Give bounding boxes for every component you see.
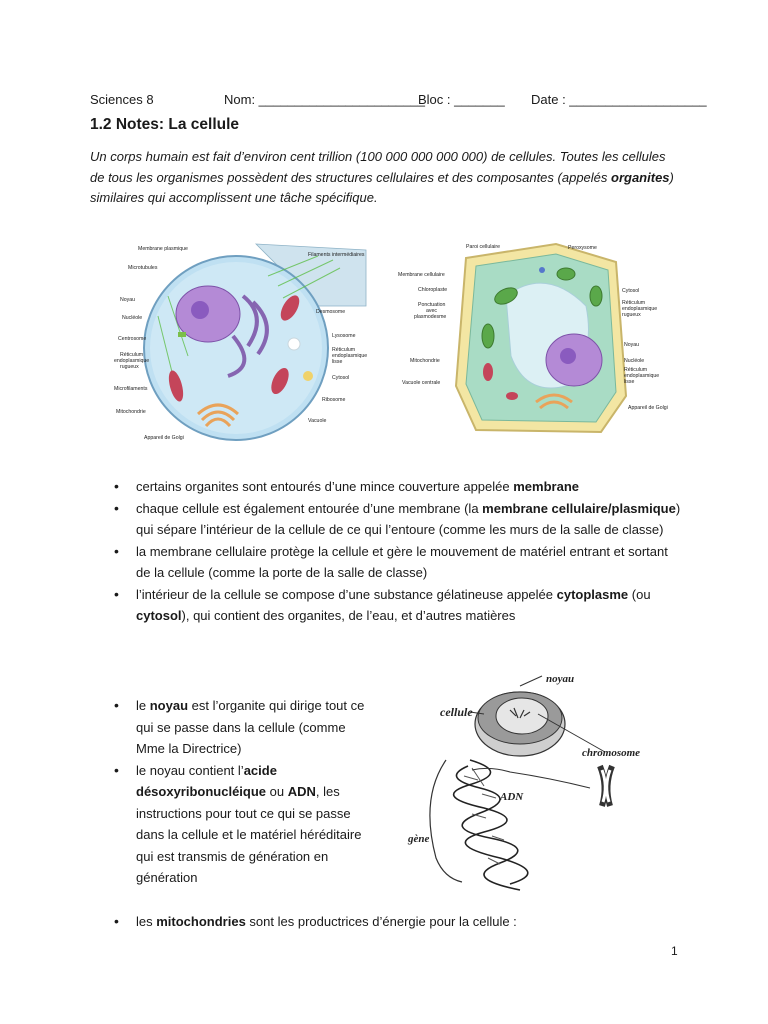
label-mitochondrie-plant: Mitochondrie <box>410 358 440 364</box>
nucleus-notes-list <box>114 695 374 889</box>
label-filaments: Filaments intermédiaires <box>308 252 365 258</box>
label-vacuole: Vacuole <box>308 418 327 424</box>
label-noyau-dna: noyau <box>546 673 575 685</box>
label-rer-2: endoplasmique <box>114 358 150 364</box>
label-cellule: cellule <box>440 705 473 719</box>
course-label: Sciences 8 <box>90 92 154 107</box>
label-nucleole-plant: Nucléole <box>624 358 645 364</box>
list-item: • l’intérieur de la cellule se compose d’une substance gélatineuse appelée cytoplasme (ou cytosol), qui contient des organites, de l’eau, et d’autres matières <box>114 584 684 627</box>
label-rel-2: endoplasmique <box>332 353 368 359</box>
label-noyau-plant: Noyau <box>624 342 639 348</box>
list-item: • la membrane cellulaire protège la cellule et gère le mouvement de matériel entrant et sortant de la cellule (comme la porte de la salle de classe) <box>114 541 684 584</box>
label-rel-plant-1: Réticulum <box>624 367 648 373</box>
label-rer-plant-3: rugueux <box>622 312 641 318</box>
list-item: • les mitochondries sont les productrices d’énergie pour la cellule : <box>114 911 674 933</box>
animal-cell-diagram <box>108 236 370 448</box>
label-rer-plant-1: Réticulum <box>622 300 646 306</box>
label-rel-1: Réticulum <box>332 347 356 353</box>
label-membrane-plasmique: Membrane plasmique <box>138 246 188 252</box>
intro-paragraph <box>90 147 682 209</box>
label-desmosome: Desmosome <box>316 309 346 315</box>
label-rel-plant-3: lisse <box>624 379 635 385</box>
label-rer-1: Réticulum <box>120 352 144 358</box>
list-item: • certains organites sont entourés d’une mince couverture appelée membrane <box>114 476 684 498</box>
label-centrosome: Centrosome <box>118 336 147 342</box>
label-microfilaments: Microfilaments <box>114 386 148 392</box>
label-ponctuation-2: avec <box>426 308 437 314</box>
intro-bold-term: organites <box>611 169 670 185</box>
label-mitochondrie: Mitochondrie <box>116 409 146 415</box>
label-paroi: Paroi cellulaire <box>466 244 501 250</box>
label-rel-plant-2: endoplasmique <box>624 373 660 379</box>
label-lysosome: Lysosome <box>332 333 356 339</box>
date-field: Date : ___________________ <box>531 92 707 107</box>
intro-text-1: Un corps humain est fait d’environ cent trillion (100 000 000 000 000) de cellules. Toutes les cellules de tous les organismes possèdent des structures cellulaires et des composantes (appelés <box>90 149 666 185</box>
page-number: 1 <box>671 944 678 958</box>
list-item: • chaque cellule est également entourée d’une membrane (la membrane cellulaire/plasmique) qui sépare l’intérieur de la cellule de ce qui l’entoure (comme les murs de la salle de classe) <box>114 498 684 541</box>
label-golgi: Appareil de Golgi <box>144 435 184 441</box>
block-field: Bloc : _______ <box>418 92 505 107</box>
label-microtubules: Microtubules <box>128 265 158 271</box>
label-chloroplaste: Chloroplaste <box>418 287 448 293</box>
label-vacuole-centrale: Vacuole centrale <box>402 380 441 386</box>
dna-diagram <box>400 668 680 900</box>
label-membrane-cellulaire: Membrane cellulaire <box>398 272 445 278</box>
organelle-notes-list <box>114 476 684 627</box>
mitochondria-notes-list <box>114 911 674 933</box>
label-peroxysome: Peroxysome <box>568 245 597 251</box>
plant-cell-diagram <box>396 236 686 448</box>
label-rer-plant-2: endoplasmique <box>622 306 658 312</box>
label-nucleole: Nucléole <box>122 315 143 321</box>
label-rel-3: lisse <box>332 359 343 365</box>
label-rer-3: rugueux <box>120 364 139 370</box>
label-ponctuation-1: Ponctuation <box>418 302 446 308</box>
label-cytosol: Cytosol <box>332 375 350 381</box>
label-gene: gène <box>408 833 430 845</box>
label-chromosome: chromosome <box>582 747 641 759</box>
intro-text-2: ) similaires qui accomplissent une tâche spécifique. <box>90 169 674 205</box>
label-golgi-plant: Appareil de Golgi <box>628 405 668 411</box>
label-ponctuation-3: plasmodesme <box>414 314 447 320</box>
label-cytosol-plant: Cytosol <box>622 288 640 294</box>
label-adn: ADN <box>500 791 524 803</box>
list-item: • le noyau est l’organite qui dirige tout ce qui se passe dans la cellule (comme Mme la Directrice) <box>114 695 374 760</box>
label-ribosome: Ribosome <box>322 397 346 403</box>
page-title: 1.2 Notes: La cellule <box>90 116 240 133</box>
label-noyau: Noyau <box>120 297 135 303</box>
name-field: Nom: _______________________ <box>224 92 425 107</box>
list-item: • le noyau contient l’acide désoxyribonucléique ou ADN, les instructions pour tout ce qui se passe dans la cellule et le matériel héréditaire qui est transmis de génération en génération <box>114 760 374 889</box>
